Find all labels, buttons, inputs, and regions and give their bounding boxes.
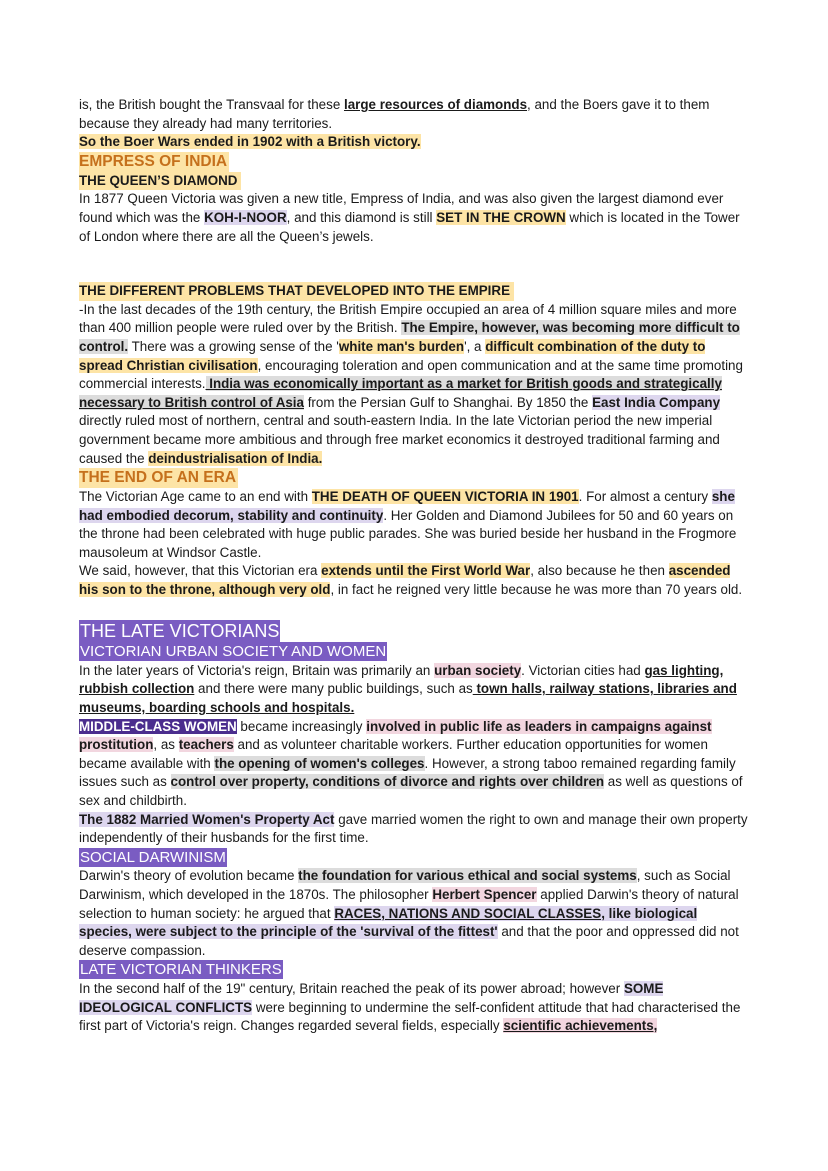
problems-text-g: , encouraging toleration and open communication and at the same time promoting commercial interests. [79,357,743,392]
urban-text-c: . Victorian cities had [521,662,645,678]
races-nations-highlight: RACES, NATIONS AND SOCIAL CLASSES [334,905,602,921]
empress-text: In 1877 Queen Victoria was given a new title, Empress of India, and was also given the largest diamond ever found which was the [79,191,724,225]
darwin-text-a: Darwin's theory of evolution became [79,868,299,884]
property-act-paragraph [79,811,751,848]
section-gap [79,246,751,282]
first-world-war-highlight: extends until the First World War [321,563,531,579]
social-darwinism-heading: SOCIAL DARWINISM [80,848,226,866]
india-importance-highlight: India was economically important as a market for British goods and strategically necessary to British control of Asia [79,376,722,410]
document-page [79,96,751,1036]
era-text-e: . Her Golden and Diamond Jubilees for 50 and 60 years on the throne had been celebrated with huge public parades. She was buried beside her husband in the Frogmore mausoleum at Windsor Castle. [79,507,737,560]
problems-text-i: from the Persian Gulf to Shanghai. By 1850 the [303,394,593,410]
women-paragraph [79,718,751,811]
urban-society-highlight: urban society [434,662,522,678]
problems-heading-row [79,282,751,301]
public-life-highlight: involved in public life as leaders in campaigns against prostitution [79,718,712,753]
death-victoria-highlight: THE DEATH OF QUEEN VICTORIA IN 1901 [311,489,579,505]
era-paragraph-2 [79,562,751,599]
problems-text-e: ', a [464,338,486,354]
ideological-conflicts-highlight: SOME IDEOLOGICAL CONFLICTS [79,980,664,1015]
end-of-era-heading: THE END OF AN ERA [79,469,237,487]
survival-fittest-highlight: , like biological species, were subject to the principle of the 'survival of the fittest' [79,905,698,940]
late-victorian-thinkers-heading: LATE VICTORIAN THINKERS [80,961,282,979]
ascended-son-highlight: ascended his son to the throne, although very old [79,563,731,598]
decorum-highlight: she had embodied decorum, stability and continuity [79,489,735,523]
urban-society-row [79,642,751,662]
thinkers-text-c: were beginning to undermine the self-confident attitude that had characterised the first part of Victoria's reign. Changes regarded several fields, especially [79,999,741,1034]
late-victorians-row [79,620,751,643]
christian-civilisation-highlight: difficult combination of the duty to spread Christian civilisation [79,338,706,373]
empress-paragraph [79,190,751,246]
darwin-text-h: and that the poor and oppressed did not deserve compassion. [79,924,739,958]
empress-text-mid: , and this diamond is still [286,209,437,225]
darwinism-row [79,848,751,868]
property-divorce-highlight: control over property, conditions of divorce and rights over children [170,774,605,790]
teachers-highlight: teachers [178,737,234,753]
intro-text: is, the British bought the Transvaal for these [79,97,344,112]
thinkers-text-a: In the second half of the 19" century, Britain reached the peak of its power abroad; however [79,980,624,996]
koh-i-noor-highlight: KOH-I-NOOR [204,209,287,225]
queen-diamond-subheading: THE QUEEN’S DIAMOND [79,172,241,191]
thinkers-row [79,960,751,980]
deindustrialisation-highlight: deindustrialisation of India. [148,450,323,466]
property-act-highlight: The 1882 Married Women's Property Act [79,811,335,827]
herbert-spencer-highlight: Herbert Spencer [432,886,537,902]
women-text-p: as well as questions of sex and childbirth. [79,774,743,808]
white-mans-burden-highlight: white man's burden [338,338,465,354]
boer-wars-line [79,133,751,152]
womens-colleges-highlight: the opening of women's colleges [214,755,425,771]
problems-text-a: -In the last decades of the 19th century, the British Empire occupied an area of 4 million square miles and more than 400 million people were ruled over by the British. [79,301,737,336]
darwin-text-e: applied Darwin's theory of natural selection to human society: he argued that [79,886,739,921]
era-heading-row [79,468,751,488]
urban-text-e: and there were many public buildings, such as [194,681,473,697]
urban-paragraph [79,662,751,718]
era-text-h: , also because he then [530,563,669,579]
problems-text-c: There was a growing sense of the ' [128,338,339,354]
east-india-company-highlight: East India Company [592,394,721,410]
era-text-j: , in fact he reigned very little because he was more than 70 years old. [330,582,743,598]
middle-class-women-highlight: MIDDLE-CLASS WOMEN [79,718,237,734]
women-text-j: , as [153,737,179,753]
public-buildings-highlight: town halls, railway stations, libraries and museums, boarding schools and hospitals. [79,681,737,716]
intro-text-end: , and the Boers gave it to them because they already had many territories. [79,97,710,131]
scientific-achievements-highlight: scientific achievements, [503,1018,658,1034]
women-text-n: . However, a strong taboo remained regarding family issues such as [79,755,736,790]
era-paragraph-1 [79,488,751,562]
women-text-h: became increasingly [236,718,367,734]
darwin-paragraph [79,867,751,960]
problems-text-k: directly ruled most of northern, central and south-eastern India. In the late Victorian period the new imperial government became more ambitious and through free market economics it destroyed traditional farming and caused the [79,413,720,466]
difficult-control-highlight: The Empire, however, was becoming more difficult to control. [79,320,740,354]
empress-heading: EMPRESS OF INDIA [79,152,228,170]
ethical-systems-highlight: the foundation for various ethical and social systems [298,868,637,884]
problems-paragraph [79,301,751,468]
boer-wars-highlight: So the Boer Wars ended in 1902 with a British victory. [79,134,421,150]
intro-paragraph [79,96,751,133]
empress-text-end: which is located in the Tower of London where there are all the Queen’s jewels. [79,209,740,244]
urban-text-a: In the later years of Victoria's reign, Britain was primarily an [79,662,435,678]
property-act-text: gave married women the right to own and manage their own property independently of their husbands for the first time. [79,811,748,846]
queen-diamond-row [79,172,751,191]
thinkers-paragraph [79,980,751,1036]
crown-highlight: SET IN THE CROWN [436,209,566,225]
problems-heading: THE DIFFERENT PROBLEMS THAT DEVELOPED INTO THE EMPIRE [79,282,514,301]
gas-lighting-highlight: gas lighting, rubbish collection [79,662,724,697]
empress-heading-row [79,152,751,172]
era-text-a: The Victorian Age came to an end with [79,489,312,505]
diamonds-highlight: large resources of diamonds [343,97,528,112]
late-victorians-heading: THE LATE VICTORIANS [80,620,280,641]
urban-society-heading: VICTORIAN URBAN SOCIETY AND WOMEN [80,643,387,661]
section-gap [79,600,751,620]
women-text-l: and as volunteer charitable workers. Further education opportunities for women became available with [79,737,708,771]
era-text-c: . For almost a century [578,489,712,505]
era-text-f: We said, however, that this Victorian era [79,563,322,579]
darwin-text-c: , such as Social Darwinism, which developed in the 1870s. The philosopher [79,868,731,902]
